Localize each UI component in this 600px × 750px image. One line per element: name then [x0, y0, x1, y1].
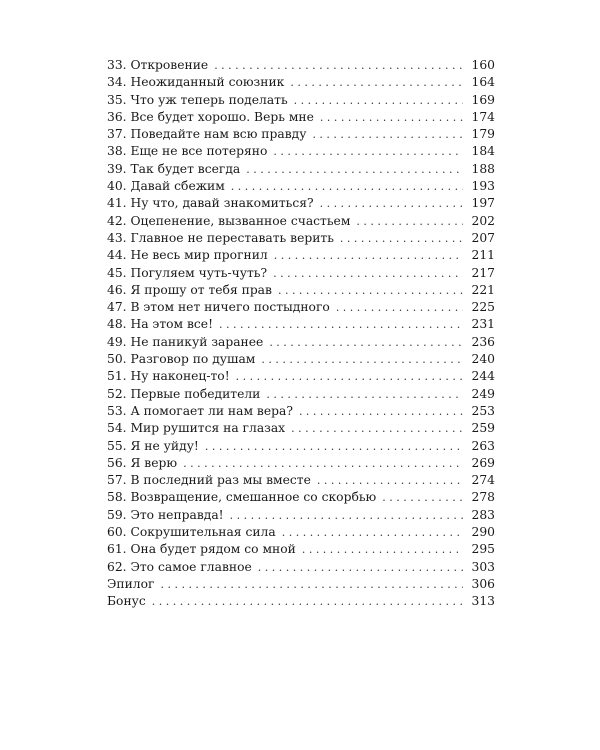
dot-leader [266, 386, 463, 403]
dot-leader [291, 420, 463, 437]
toc-entry-page-number: 240 [471, 352, 495, 367]
toc-entry-page-number: 295 [471, 542, 495, 557]
toc-entry-title: 57. В последний раз мы вместе [107, 473, 311, 488]
toc-entry [107, 334, 495, 351]
toc-entry-title: 51. Ну наконец-то! [107, 369, 230, 384]
toc-entry-title: 33. Откровение [107, 58, 209, 72]
toc-entry [107, 195, 495, 212]
toc-entry-page-number: 188 [471, 161, 495, 176]
toc-entry [107, 230, 495, 247]
toc-entry [107, 472, 495, 489]
toc-entry-title: 56. Я верю [107, 455, 178, 470]
toc-entry-title: 47. В этом нет ничего постыдного [107, 300, 330, 315]
toc-entry-page-number: 193 [471, 179, 495, 194]
dot-leader [356, 213, 463, 230]
dot-leader [236, 368, 463, 385]
toc-entry-page-number: 269 [471, 455, 495, 470]
toc-entry [107, 403, 495, 420]
toc-entry-page-number: 236 [471, 334, 495, 349]
toc-entry-title: 42. Оцепенение, вызванное счастьем [107, 213, 351, 228]
toc-entry-page-number: 249 [471, 386, 495, 401]
toc-entry-title: 45. Погуляем чуть-чуть? [107, 265, 268, 280]
toc-entry [107, 74, 495, 91]
dot-leader [302, 541, 463, 558]
dot-leader [317, 472, 463, 489]
dot-leader [269, 334, 463, 351]
toc-entry-page-number: 263 [471, 438, 495, 453]
toc-entry-page-number: 217 [471, 265, 495, 280]
toc-entry-title: 36. Все будет хорошо. Верь мне [107, 109, 314, 124]
toc-entry-page-number: 253 [471, 403, 495, 418]
toc-entry-page-number: 278 [471, 490, 495, 505]
toc-entry-title: 55. Я не уйду! [107, 438, 199, 453]
dot-leader [320, 195, 463, 212]
toc-entry [107, 559, 495, 576]
toc-entry-page-number: 313 [471, 594, 495, 609]
toc-entry [107, 161, 495, 178]
toc-entry-page-number: 231 [471, 317, 495, 332]
dot-leader [278, 282, 463, 299]
dot-leader [246, 161, 463, 178]
dot-leader [320, 109, 463, 126]
toc-entry-page-number: 184 [471, 144, 495, 159]
dot-leader [230, 507, 463, 524]
toc-entry [107, 507, 495, 524]
dot-leader [152, 593, 463, 610]
toc-entry-title: Эпилог [107, 576, 155, 591]
dot-leader [282, 524, 463, 541]
toc-entry-page-number: 207 [471, 230, 495, 245]
toc-entry-title: 44. Не весь мир прогнил [107, 248, 268, 263]
dot-leader [205, 438, 463, 455]
toc-entry-title: 52. Первые победители [107, 386, 261, 401]
toc-entry-page-number: 306 [471, 576, 495, 591]
toc-entry [107, 109, 495, 126]
toc-entry [107, 386, 495, 403]
toc-entry-title: 49. Не паникуй заранее [107, 334, 264, 349]
toc-entry-page-number: 160 [471, 58, 495, 72]
dot-leader [336, 299, 463, 316]
dot-leader [258, 559, 463, 576]
toc-entry-title: 39. Так будет всегда [107, 161, 241, 176]
toc-entry-title: 61. Она будет рядом со мной [107, 542, 296, 557]
toc-entry-page-number: 169 [471, 92, 495, 107]
toc-entry-title: 43. Главное не переставать верить [107, 230, 334, 245]
toc-entry [107, 541, 495, 558]
toc-entry [107, 178, 495, 195]
dot-leader [273, 265, 463, 282]
toc-entry [107, 92, 495, 109]
dot-leader [214, 57, 463, 74]
table-of-contents [107, 57, 495, 611]
toc-entry-title: 48. На этом все! [107, 317, 214, 332]
toc-entry [107, 420, 495, 437]
toc-entry-page-number: 164 [471, 75, 495, 90]
toc-entry-page-number: 303 [471, 559, 495, 574]
toc-entry [107, 299, 495, 316]
toc-entry-page-number: 274 [471, 473, 495, 488]
dot-leader [299, 403, 463, 420]
dot-leader [231, 178, 463, 195]
toc-entry-title: 40. Давай сбежим [107, 179, 225, 194]
toc-entry-title: 53. А помогает ли нам вера? [107, 403, 293, 418]
dot-leader [183, 455, 463, 472]
toc-entry-title: 34. Неожиданный союзник [107, 75, 285, 90]
toc-entry-title: 60. Сокрушительная сила [107, 525, 276, 540]
toc-entry-page-number: 259 [471, 421, 495, 436]
toc-entry [107, 368, 495, 385]
toc-entry [107, 438, 495, 455]
toc-entry-title: 35. Что уж теперь поделать [107, 92, 288, 107]
toc-entry [107, 351, 495, 368]
toc-entry-title: Бонус [107, 594, 146, 609]
toc-entry [107, 213, 495, 230]
toc-entry [107, 57, 495, 74]
toc-entry [107, 593, 495, 610]
toc-entry-page-number: 197 [471, 196, 495, 211]
toc-entry-page-number: 202 [471, 213, 495, 228]
toc-entry [107, 316, 495, 333]
toc-entry [107, 265, 495, 282]
dot-leader [340, 230, 463, 247]
toc-entry-title: 62. Это самое главное [107, 559, 252, 574]
toc-entry-title: 54. Мир рушится на глазах [107, 421, 286, 436]
toc-entry [107, 524, 495, 541]
dot-leader [219, 316, 463, 333]
toc-entry-page-number: 179 [471, 127, 495, 142]
dot-leader [274, 247, 463, 264]
toc-entry [107, 489, 495, 506]
dot-leader [160, 576, 463, 593]
toc-entry-page-number: 244 [471, 369, 495, 384]
toc-entry [107, 126, 495, 143]
dot-leader [261, 351, 463, 368]
toc-entry-page-number: 290 [471, 525, 495, 540]
toc-entry [107, 143, 495, 160]
toc-entry [107, 576, 495, 593]
toc-entry-title: 38. Еще не все потеряно [107, 144, 268, 159]
dot-leader [382, 489, 463, 506]
toc-entry [107, 282, 495, 299]
dot-leader [294, 92, 463, 109]
toc-entry-title: 58. Возвращение, смешанное со скорбью [107, 490, 377, 505]
toc-entry-title: 41. Ну что, давай знакомиться? [107, 196, 314, 211]
toc-entry-title: 59. Это неправда! [107, 507, 224, 522]
toc-entry-title: 50. Разговор по душам [107, 352, 256, 367]
dot-leader [290, 74, 463, 91]
toc-entry [107, 247, 495, 264]
toc-entry-title: 46. Я прошу от тебя прав [107, 282, 272, 297]
dot-leader [273, 143, 463, 160]
toc-entry-title: 37. Поведайте нам всю правду [107, 127, 307, 142]
toc-entry [107, 455, 495, 472]
toc-entry-page-number: 283 [471, 507, 495, 522]
dot-leader [312, 126, 463, 143]
toc-entry-page-number: 211 [471, 248, 495, 263]
toc-entry-page-number: 225 [471, 300, 495, 315]
toc-entry-page-number: 221 [471, 282, 495, 297]
toc-entry-page-number: 174 [471, 109, 495, 124]
